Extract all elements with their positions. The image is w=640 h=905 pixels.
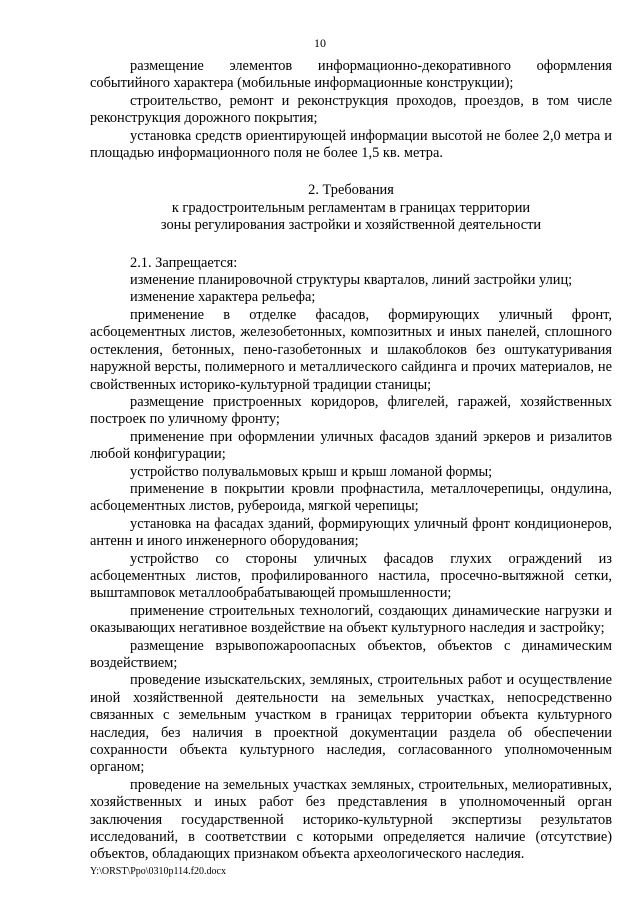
- prohibited-item: применение в отделке фасадов, формирующих уличный фронт, асбоцементных листов, железобетонных, композитных и иных панелей, сплошного остекления, бетонных, пено-газобетонных и шлакоблоков без оштукатуривания наружной версты, полимерного и металлического сайдинга и прочих материалов, не свойственных историко-культурной традиции станицы;: [90, 306, 612, 393]
- prohibited-item: применение в покрытии кровли профнастила, металлочерепицы, ондулина, асбоцементных листов, рубероида, мягкой черепицы;: [90, 480, 612, 515]
- prohibited-item: проведение на земельных участках земляных, строительных, мелиоративных, хозяйственных и иных работ без представления в уполномоченный орган заключения государственной историко-культурной экспертизы результатов исследований, в соответствии с которыми определяется наличие (отсутствие) объектов, обладающих признаком объекта археологического наследия.: [90, 776, 612, 863]
- subsection-title: 2.1. Запрещается:: [130, 254, 238, 271]
- prohibited-item: размещение пристроенных коридоров, флигелей, гаражей, хозяйственных построек по уличному фронту;: [90, 393, 612, 428]
- section-heading-number: 2. Требования: [308, 182, 394, 199]
- prohibited-item: проведение изыскательских, земляных, строительных работ и осуществление иной хозяйственной деятельности на земельных участках, непосредственно связанных с земельным участком в границах территории объекта культурного наследия, без наличия в проектной документации раздела об обеспечении сохранности объекта культурного наследия, согласованного уполномоченным органом;: [90, 672, 612, 776]
- prohibited-item: устройство со стороны уличных фасадов глухих ограждений из асбоцементных листов, профилированного настила, просечно-вытяжной сетки, выштамповок металлообрабатывающей промышленности;: [90, 550, 612, 602]
- section-heading-line: зоны регулирования застройки и хозяйственной деятельности: [160, 217, 542, 234]
- section-heading: [90, 182, 612, 234]
- prohibited-item: устройство полувальмовых крыш и крыш ломаной формы;: [130, 463, 493, 480]
- prohibited-item: изменение характера рельефа;: [130, 289, 316, 306]
- file-path-footer: Y:\ORST\Ppo\0310p114.f20.docx: [90, 866, 226, 877]
- page-number: 10: [314, 36, 326, 50]
- prohibited-item: применение при оформлении уличных фасадов зданий эркеров и ризалитов любой конфигурации;: [90, 428, 612, 463]
- intro-item: размещение элементов информационно-декоративного оформления событийного характера (мобильные информационные конструкции);: [90, 58, 612, 92]
- intro-item: строительство, ремонт и реконструкция проходов, проездов, в том числе реконструкция дорожного покрытия;: [90, 92, 612, 127]
- intro-item: установка средств ориентирующей информации высотой не более 2,0 метра и площадью информационного поля не более 1,5 кв. метра.: [90, 127, 612, 162]
- section-heading-line: к градостроительным регламентам в границах территории: [171, 199, 531, 216]
- prohibited-item: применение строительных технологий, создающих динамические нагрузки и оказывающих негативное воздействие на объект культурного наследия и застройку;: [90, 602, 612, 637]
- prohibited-item: изменение планировочной структуры кварталов, линий застройки улиц;: [130, 272, 573, 289]
- document-body: [90, 58, 612, 864]
- prohibited-item: размещение взрывопожароопасных объектов, объектов с динамическим воздействием;: [90, 637, 612, 671]
- prohibited-item: установка на фасадах зданий, формирующих уличный фронт кондиционеров, антенн и иного инженерного оборудования;: [90, 515, 612, 550]
